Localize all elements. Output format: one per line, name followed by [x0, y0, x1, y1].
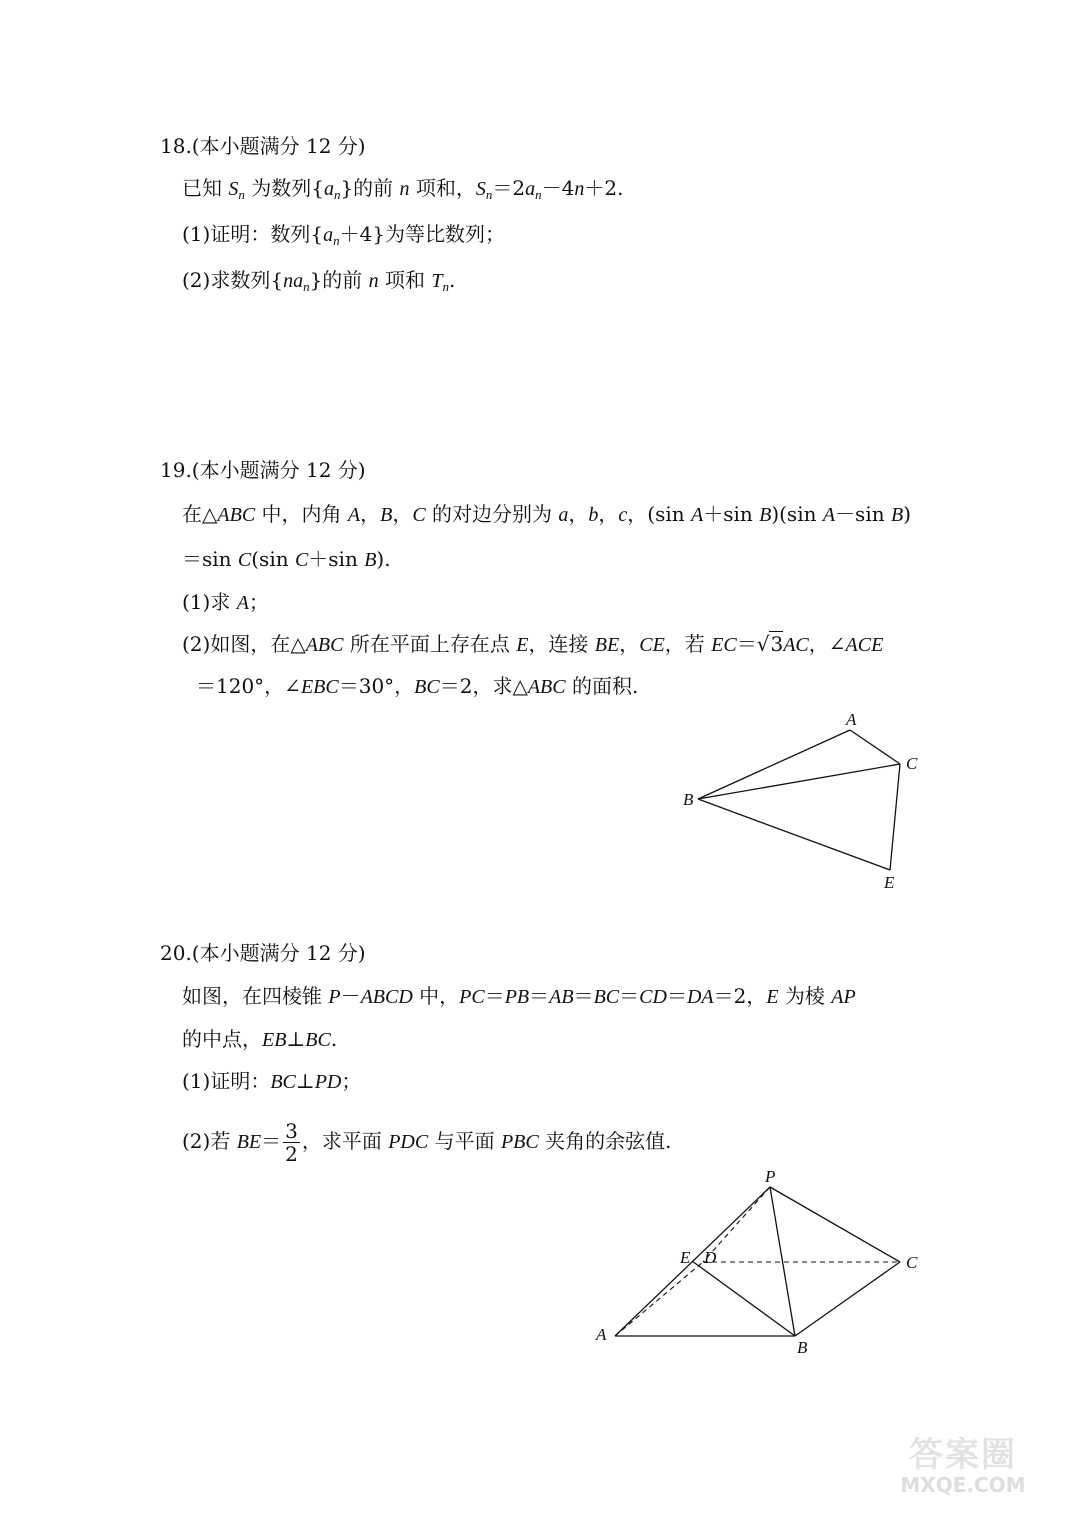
q20-pyramid-figure: [585, 1165, 935, 1365]
label-p: P: [765, 1167, 776, 1186]
label-c: C: [906, 1253, 918, 1272]
q20-part2: (2)若 BE＝ $\frac{3}{2}$ ，求平面 PDC 与平面 PBC 夹角的余弦值.: [182, 1119, 672, 1166]
edge-pb: [770, 1187, 795, 1336]
watermark-title: 答案圈: [909, 1435, 1017, 1475]
q20-title: 20.(本小题满分 12 分): [160, 941, 366, 965]
q19-premise-line2: ＝sin C(sin C＋sin B).: [182, 547, 391, 571]
q20-premise-line2: 的中点，EB⊥BC.: [182, 1027, 338, 1051]
q18-premise: 已知 $S_n$ 为数列$\{a_n\}$的前 n 项和，$S_n=2a_n-4n+2$.: [182, 176, 624, 202]
label-a: A: [596, 1325, 607, 1344]
segment-ac: [850, 730, 900, 764]
label-b: B: [797, 1338, 808, 1357]
label-e: E: [884, 873, 895, 892]
edge-pc: [770, 1187, 900, 1262]
edge-ad-hidden: [615, 1262, 703, 1336]
edge-bc: [795, 1262, 900, 1336]
segment-ce: [890, 764, 900, 870]
q19-title: 19.(本小题满分 12 分): [160, 458, 366, 482]
watermark-url: MXQE.COM: [900, 1473, 1026, 1497]
segment-bc: [698, 764, 900, 799]
watermark-logo: [882, 1427, 1042, 1507]
label-a: A: [846, 710, 857, 729]
label-b: B: [683, 790, 694, 809]
fraction-three-halves: $\frac{3}{2}$: [285, 1119, 298, 1166]
q20-premise-line1: 如图，在四棱锥 P－ABCD 中，PC＝PB＝AB＝BC＝CD＝DA＝2，E 为棱 AP: [182, 984, 856, 1008]
q19-premise-line1: 在△ABC 中，内角 A，B，C 的对边分别为 a，b，c，(sin A＋sin B)(sin A－sin B): [182, 502, 911, 526]
q19-part2-line1: (2)如图，在△ABC 所在平面上存在点 E，连接 BE，CE，若 EC＝√3AC，∠ACE: [182, 632, 884, 656]
q19-part2-line2: ＝120°，∠EBC＝30°，BC＝2，求△ABC 的面积.: [196, 674, 639, 698]
segment-ba: [698, 730, 850, 799]
q20-part1: (1)证明：BC⊥PD；: [182, 1069, 362, 1093]
label-d: D: [704, 1248, 717, 1267]
q18-part1: (1)证明：数列$\{a_n+4\}$为等比数列；: [182, 222, 506, 248]
q19-part1: (1)求 A；: [182, 590, 269, 614]
q18-title: 18.(本小题满分 12 分): [160, 134, 366, 158]
q19-triangle-figure: [670, 705, 940, 895]
segment-eb: [692, 1261, 795, 1336]
label-c: C: [906, 754, 918, 773]
q18-part2: (2)求数列$\{na_n\}$的前 n 项和 $T_n$.: [182, 268, 456, 294]
segment-be: [698, 799, 890, 870]
label-e: E: [680, 1248, 691, 1267]
